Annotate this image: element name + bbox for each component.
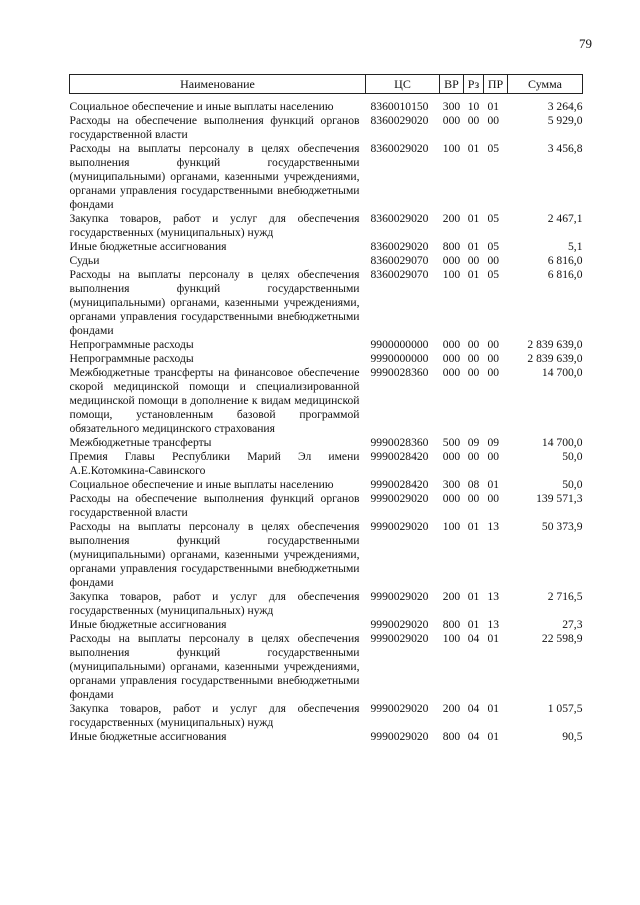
cell-cs: 9990000000 [370, 352, 429, 365]
cell-rz: 00 [467, 366, 480, 379]
cell-pr: 00 [487, 492, 500, 505]
cell-cs: 9990029020 [370, 632, 429, 645]
cell-cs: 8360029070 [370, 268, 429, 281]
cell-name: Расходы на обеспечение выполнения функций органов государственной власти [69, 114, 360, 141]
cell-sum: 1 057,5 [547, 702, 583, 715]
cell-pr: 00 [487, 366, 500, 379]
table-row [70, 100, 583, 114]
cell-vr: 000 [442, 450, 461, 463]
cell-rz: 04 [467, 632, 480, 645]
cell-sum: 27,3 [562, 618, 583, 631]
budget-table [69, 74, 583, 744]
cell-vr: 100 [442, 268, 461, 281]
cell-sum: 2 467,1 [547, 212, 583, 225]
header-cs: ЦС [366, 75, 440, 94]
cell-name: Иные бюджетные ассигнования [69, 618, 227, 631]
cell-sum: 3 456,8 [547, 142, 583, 155]
cell-pr: 05 [487, 240, 500, 253]
cell-name: Расходы на выплаты персоналу в целях обеспечения выполнения функций государственными (муниципальными) органами, казенными учреждениями, органами управления государственными внебюджетными фондами [69, 632, 360, 701]
table-body [70, 94, 583, 745]
cell-name: Закупка товаров, работ и услуг для обеспечения государственных (муниципальных) нужд [69, 590, 360, 617]
cell-pr: 13 [487, 590, 500, 603]
cell-cs: 9990029020 [370, 590, 429, 603]
table-row [70, 520, 583, 590]
cell-cs: 8360029020 [370, 212, 429, 225]
cell-vr: 200 [442, 702, 461, 715]
cell-rz: 09 [467, 436, 480, 449]
cell-name: Иные бюджетные ассигнования [69, 730, 227, 743]
table-row [70, 212, 583, 240]
cell-pr: 09 [487, 436, 500, 449]
cell-pr: 01 [487, 730, 500, 743]
cell-name: Социальное обеспечение и иные выплаты населению [69, 100, 334, 113]
table-row [70, 114, 583, 142]
cell-name: Премия Главы Республики Марий Эл имени А.Е.Котомкина-Савинского [69, 450, 360, 477]
cell-rz: 01 [467, 520, 480, 533]
cell-sum: 14 700,0 [541, 436, 583, 449]
cell-name: Расходы на выплаты персоналу в целях обеспечения выполнения функций государственными (муниципальными) органами, казенными учреждениями, органами управления государственными внебюджетными фондами [69, 520, 360, 589]
cell-name: Непрограммные расходы [69, 352, 194, 365]
cell-vr: 300 [442, 100, 461, 113]
table-row [70, 268, 583, 338]
cell-vr: 100 [442, 520, 461, 533]
cell-rz: 00 [467, 114, 480, 127]
cell-vr: 800 [442, 240, 461, 253]
cell-sum: 6 816,0 [547, 254, 583, 267]
table-row [70, 450, 583, 478]
cell-cs: 8360029020 [370, 240, 429, 253]
cell-cs: 9990029020 [370, 702, 429, 715]
cell-vr: 300 [442, 478, 461, 491]
cell-name: Иные бюджетные ассигнования [69, 240, 227, 253]
table-row [70, 366, 583, 436]
cell-vr: 500 [442, 436, 461, 449]
table-row [70, 352, 583, 366]
cell-pr: 01 [487, 632, 500, 645]
cell-sum: 2 716,5 [547, 590, 583, 603]
header-vr: ВР [440, 75, 464, 94]
cell-rz: 04 [467, 702, 480, 715]
cell-vr: 000 [442, 352, 461, 365]
cell-cs: 9900000000 [370, 338, 429, 351]
cell-sum: 2 839 639,0 [527, 338, 583, 351]
cell-sum: 50 373,9 [541, 520, 583, 533]
cell-pr: 00 [487, 114, 500, 127]
cell-name: Межбюджетные трансферты [69, 436, 212, 449]
cell-sum: 5 929,0 [547, 114, 583, 127]
cell-cs: 9990029020 [370, 730, 429, 743]
cell-name: Закупка товаров, работ и услуг для обеспечения государственных (муниципальных) нужд [69, 702, 360, 729]
cell-vr: 000 [442, 366, 461, 379]
cell-rz: 00 [467, 352, 480, 365]
header-pr: ПР [484, 75, 508, 94]
cell-cs: 8360029020 [370, 114, 429, 127]
cell-rz: 01 [467, 212, 480, 225]
cell-sum: 3 264,6 [547, 100, 583, 113]
cell-cs: 9990029020 [370, 618, 429, 631]
cell-rz: 10 [467, 100, 480, 113]
table-row [70, 492, 583, 520]
cell-pr: 13 [487, 618, 500, 631]
cell-rz: 01 [467, 240, 480, 253]
cell-rz: 08 [467, 478, 480, 491]
cell-rz: 04 [467, 730, 480, 743]
table-row [70, 730, 583, 744]
cell-sum: 2 839 639,0 [527, 352, 583, 365]
table-row [70, 254, 583, 268]
cell-name: Закупка товаров, работ и услуг для обеспечения государственных (муниципальных) нужд [69, 212, 360, 239]
cell-pr: 05 [487, 142, 500, 155]
table-row [70, 338, 583, 352]
cell-vr: 000 [442, 338, 461, 351]
cell-rz: 01 [467, 590, 480, 603]
header-sum: Сумма [508, 75, 583, 94]
cell-pr: 05 [487, 268, 500, 281]
cell-pr: 01 [487, 478, 500, 491]
cell-vr: 000 [442, 254, 461, 267]
cell-cs: 9990029020 [370, 520, 429, 533]
cell-name: Расходы на выплаты персоналу в целях обеспечения выполнения функций государственными (муниципальными) органами, казенными учреждениями, органами управления государственными внебюджетными фондами [69, 142, 360, 211]
table-row [70, 702, 583, 730]
cell-vr: 100 [442, 142, 461, 155]
cell-name: Расходы на обеспечение выполнения функций органов государственной власти [69, 492, 360, 519]
table-row [70, 618, 583, 632]
cell-pr: 00 [487, 254, 500, 267]
cell-sum: 139 571,3 [536, 492, 583, 505]
cell-cs: 8360029020 [370, 142, 429, 155]
cell-sum: 50,0 [562, 450, 583, 463]
cell-vr: 200 [442, 590, 461, 603]
cell-pr: 01 [487, 100, 500, 113]
cell-vr: 800 [442, 618, 461, 631]
table-header-row [70, 75, 583, 94]
cell-pr: 00 [487, 352, 500, 365]
cell-cs: 9990028360 [370, 366, 429, 379]
cell-sum: 22 598,9 [541, 632, 583, 645]
cell-sum: 90,5 [562, 730, 583, 743]
cell-sum: 50,0 [562, 478, 583, 491]
table-row [70, 240, 583, 254]
cell-pr: 05 [487, 212, 500, 225]
table-row [70, 478, 583, 492]
cell-name: Социальное обеспечение и иные выплаты населению [69, 478, 334, 491]
cell-sum: 5,1 [568, 240, 583, 253]
cell-vr: 200 [442, 212, 461, 225]
cell-rz: 00 [467, 450, 480, 463]
cell-name: Судьи [69, 254, 100, 267]
cell-cs: 9990029020 [370, 492, 429, 505]
cell-rz: 00 [467, 338, 480, 351]
cell-rz: 01 [467, 618, 480, 631]
page-number: 79 [579, 36, 592, 51]
cell-name: Межбюджетные трансферты на финансовое обеспечение скорой медицинской помощи и специализированной медицинской помощи в дополнение к видам медицинской помощи, установленным базовой программой обязательного медицинского страхования [69, 366, 360, 435]
table-row [70, 632, 583, 702]
cell-cs: 8360029070 [370, 254, 429, 267]
cell-sum: 14 700,0 [541, 366, 583, 379]
header-name: Наименование [70, 75, 366, 94]
cell-sum: 6 816,0 [547, 268, 583, 281]
cell-name: Расходы на выплаты персоналу в целях обеспечения выполнения функций государственными (муниципальными) органами, казенными учреждениями, органами управления государственными внебюджетными фондами [69, 268, 360, 337]
cell-pr: 00 [487, 338, 500, 351]
cell-cs: 8360010150 [370, 100, 429, 113]
cell-rz: 01 [467, 142, 480, 155]
table-row [70, 590, 583, 618]
cell-vr: 000 [442, 114, 461, 127]
cell-vr: 100 [442, 632, 461, 645]
cell-pr: 13 [487, 520, 500, 533]
cell-vr: 000 [442, 492, 461, 505]
cell-pr: 01 [487, 702, 500, 715]
cell-cs: 9990028420 [370, 450, 429, 463]
cell-pr: 00 [487, 450, 500, 463]
cell-cs: 9990028360 [370, 436, 429, 449]
cell-cs: 9990028420 [370, 478, 429, 491]
table-row [70, 436, 583, 450]
cell-name: Непрограммные расходы [69, 338, 194, 351]
table-row [70, 142, 583, 212]
header-rz: Рз [464, 75, 484, 94]
cell-rz: 00 [467, 492, 480, 505]
cell-rz: 00 [467, 254, 480, 267]
cell-rz: 01 [467, 268, 480, 281]
cell-vr: 800 [442, 730, 461, 743]
